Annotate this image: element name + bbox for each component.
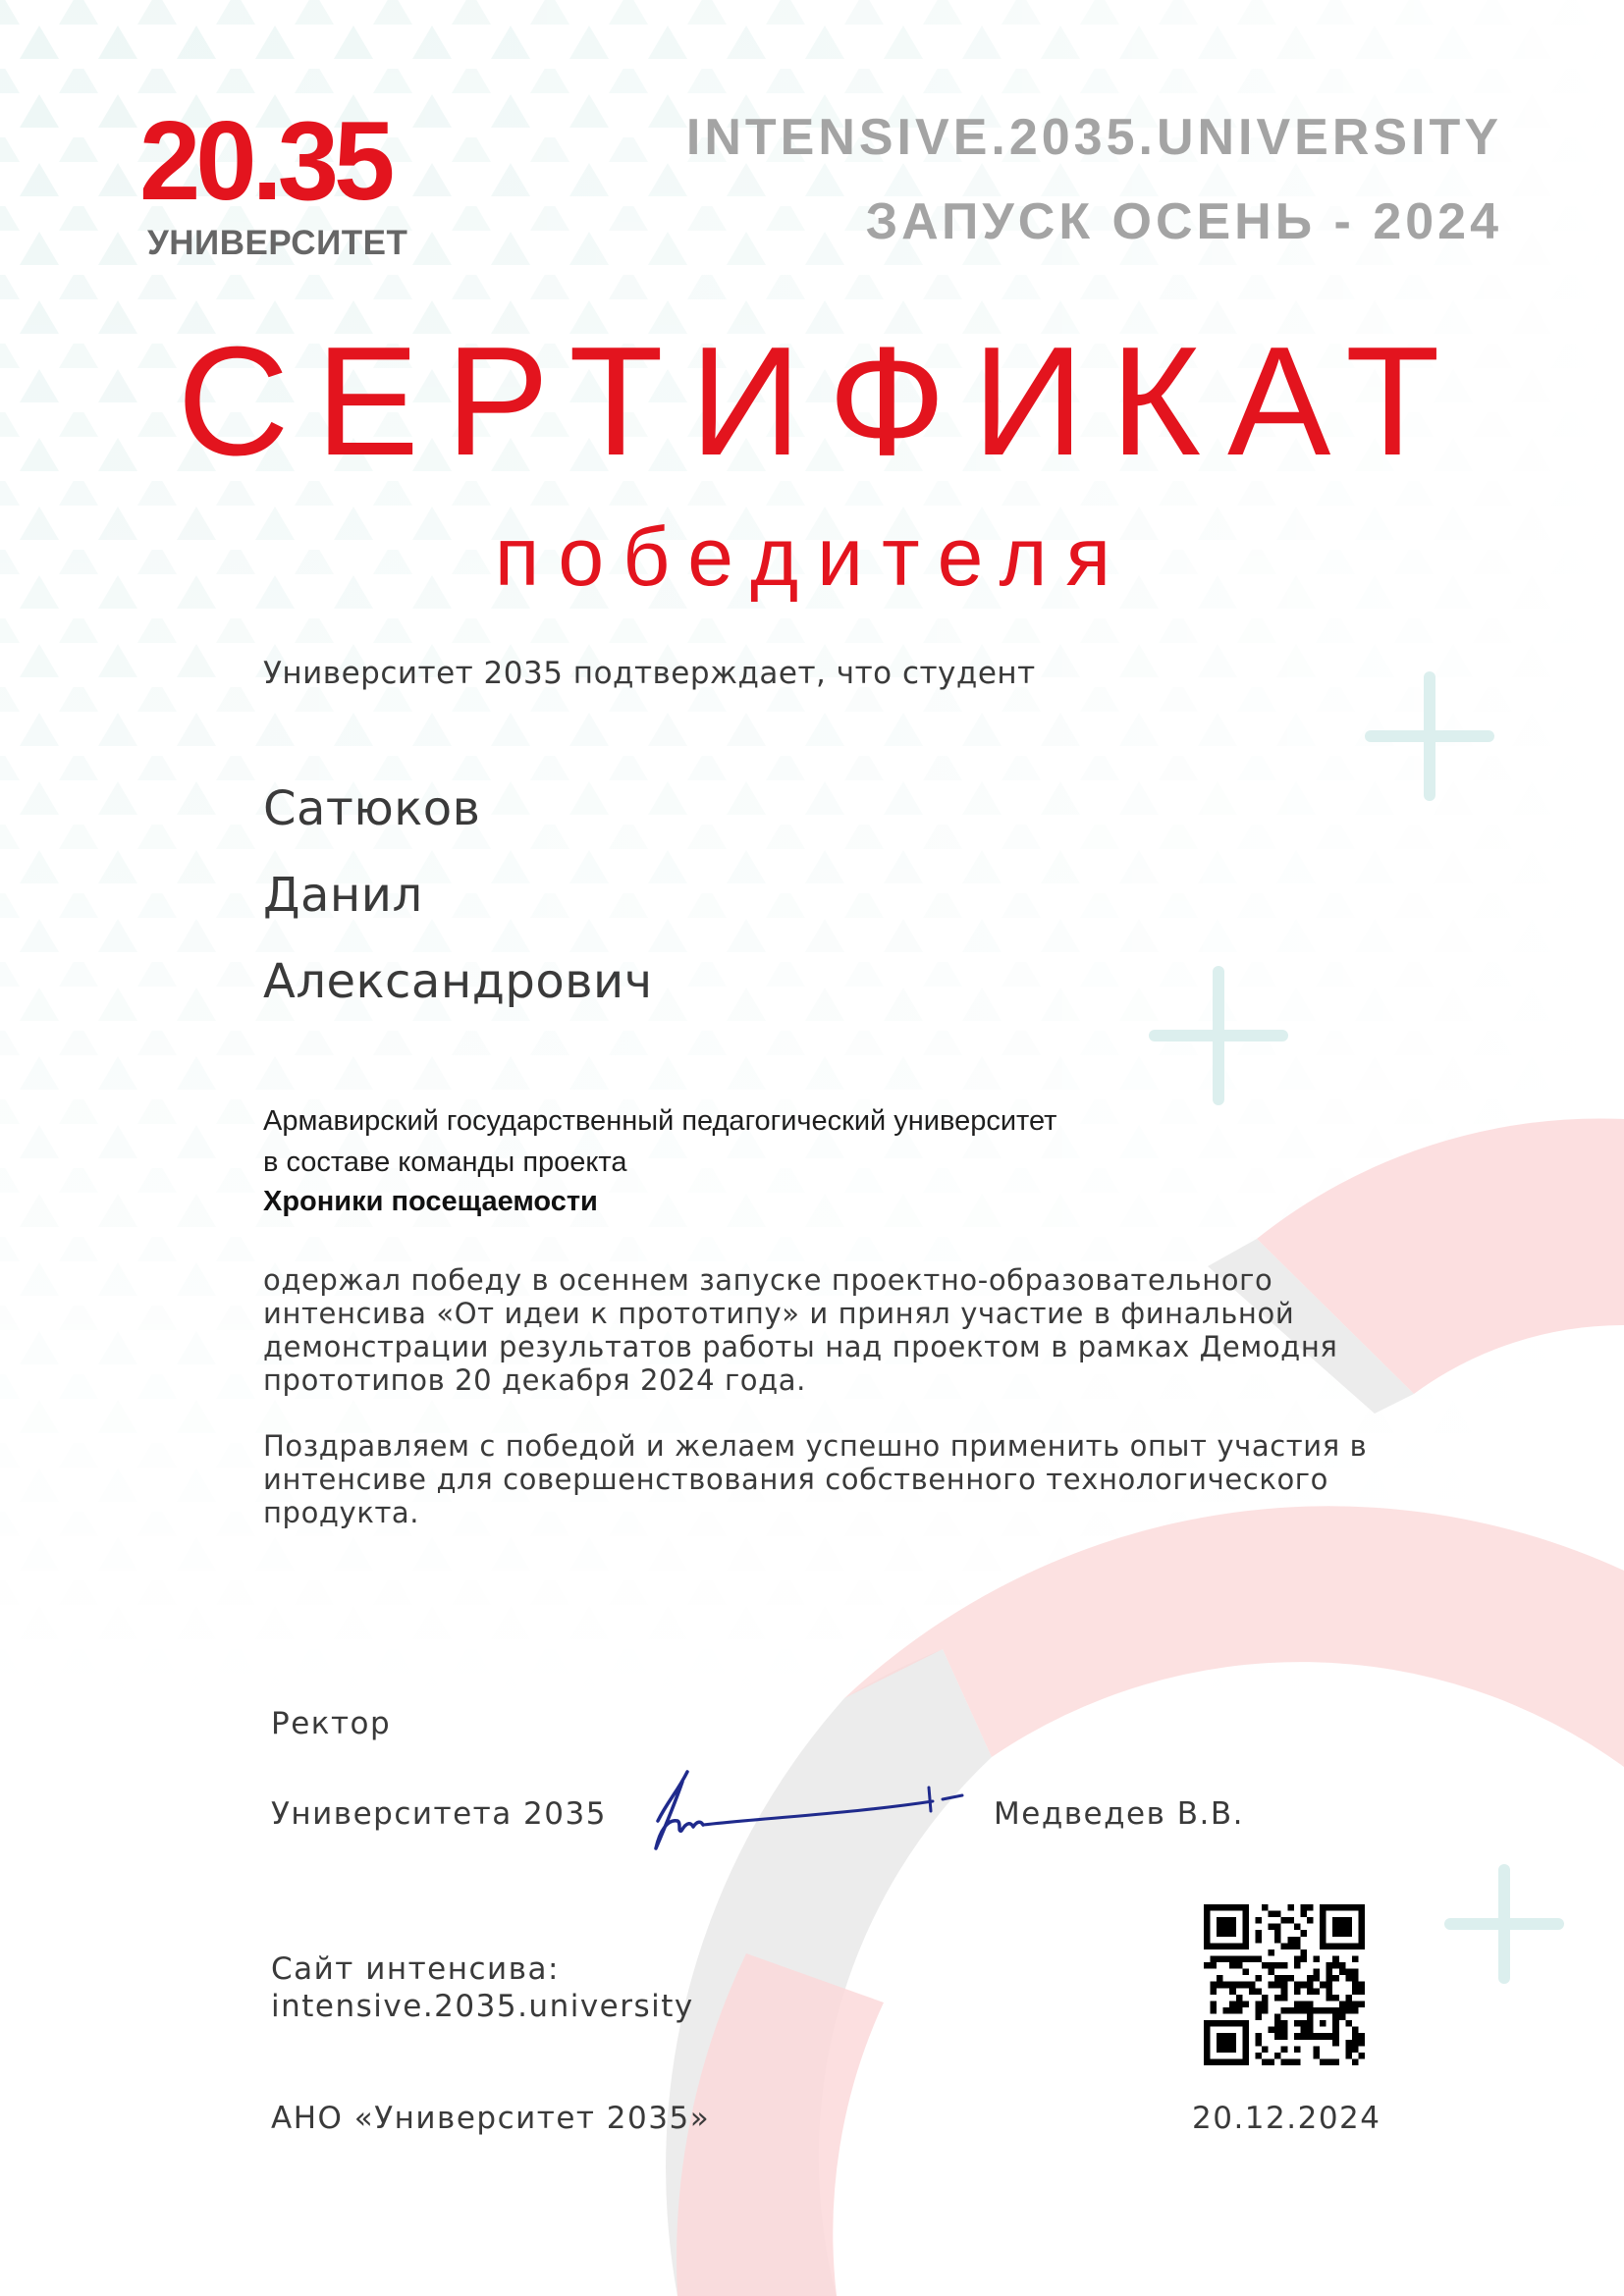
rector-organization: Университета 2035 xyxy=(271,1796,607,1832)
certificate-subtitle: победителя xyxy=(494,510,1130,603)
student-last-name: Сатюков xyxy=(263,781,481,836)
team-intro: в составе команды проекта xyxy=(263,1147,627,1178)
student-first-name: Данил xyxy=(263,868,423,923)
header-site: INTENSIVE.2035.UNIVERSITY xyxy=(685,109,1502,166)
rector-name: Медведев В.В. xyxy=(994,1796,1244,1832)
logo-number: 20.35 xyxy=(139,97,391,224)
student-patronymic: Александрович xyxy=(263,954,653,1009)
header-launch: ЗАПУСК ОСЕНЬ - 2024 xyxy=(865,193,1502,250)
plus-decor-3 xyxy=(1450,1870,1558,1978)
certificate-title: СЕРТИФИКАТ xyxy=(177,315,1467,488)
rector-signature xyxy=(638,1762,972,1860)
rector-title: Ректор xyxy=(271,1706,392,1741)
logo-subtitle: УНИВЕРСИТЕТ xyxy=(147,224,408,262)
project-name: Хроники посещаемости xyxy=(263,1186,598,1217)
victory-paragraph: одержал победу в осеннем запуске проектно-образовательного интенсива «От идеи к прототипу» и принял участие в финальной демонстрации результатов работы над проектом в рамках Демодня прототипов 20 декабря 2024 года. xyxy=(263,1263,1338,1397)
site-label: Сайт интенсива: xyxy=(271,1951,560,1987)
congratulations-paragraph: Поздравляем с победой и желаем успешно применить опыт участия в интенсиве для совершенствования собственного технологического продукта. xyxy=(263,1429,1368,1529)
confirmation-text: Университет 2035 подтверждает, что студент xyxy=(263,656,1036,691)
organization-name: АНО «Университет 2035» xyxy=(271,2101,711,2136)
institution-name: Армавирский государственный педагогический университет xyxy=(263,1105,1057,1137)
site-url: intensive.2035.university xyxy=(271,1989,694,2024)
qr-code xyxy=(1204,1904,1365,2065)
issue-date: 20.12.2024 xyxy=(1192,2101,1381,2136)
